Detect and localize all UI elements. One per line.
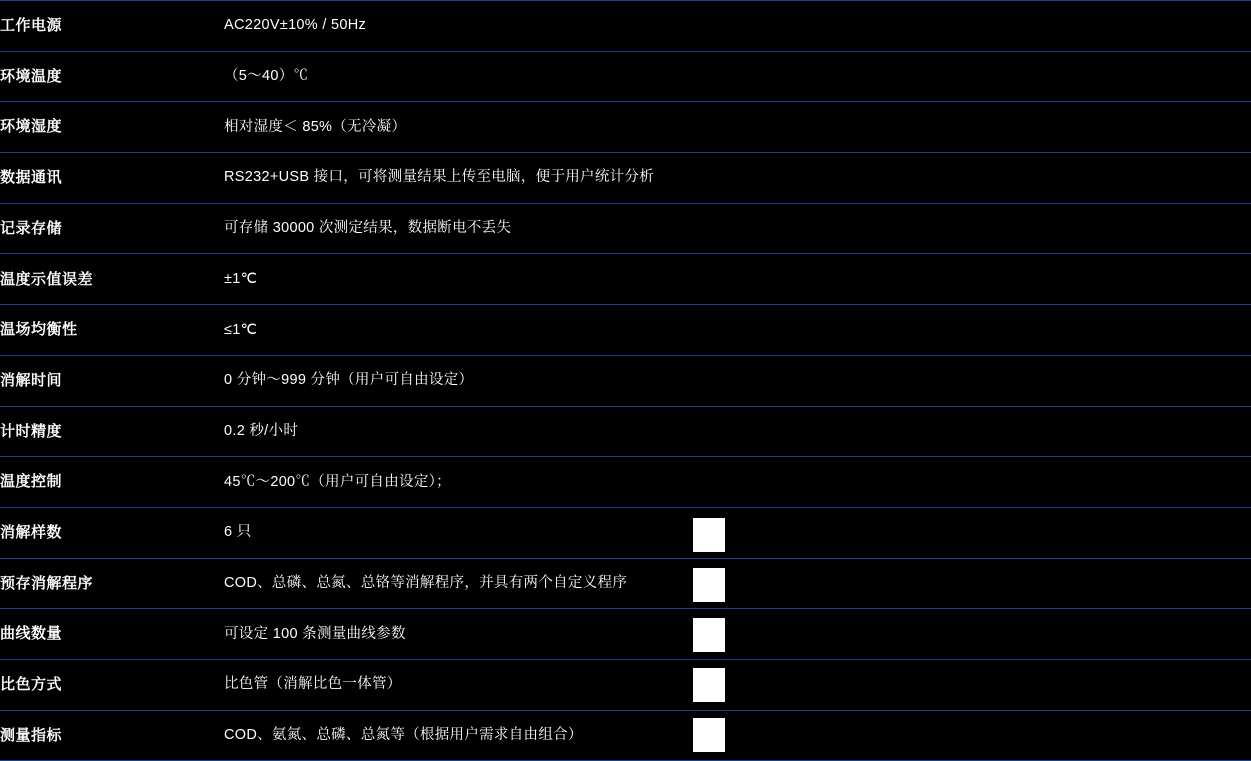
spec-value: （5〜40）℃ — [224, 51, 1251, 102]
table-row — [0, 254, 1251, 305]
table-row — [0, 355, 1251, 406]
table-row — [0, 457, 1251, 508]
table-row — [0, 406, 1251, 457]
table-row — [0, 710, 1251, 761]
spec-label: 消解时间 — [0, 355, 224, 406]
spec-label: 消解样数 — [0, 507, 224, 558]
spec-label: 温度示值误差 — [0, 254, 224, 305]
spec-value: 6 只 — [224, 507, 1251, 558]
table-row — [0, 507, 1251, 558]
spec-label: 数据通讯 — [0, 153, 224, 204]
spec-label: 温场均衡性 — [0, 305, 224, 356]
table-row — [0, 558, 1251, 609]
specification-table-body — [0, 1, 1251, 761]
spec-value: 可存储 30000 次测定结果，数据断电不丢失 — [224, 203, 1251, 254]
spec-value: COD、总磷、总氮、总铬等消解程序，并具有两个自定义程序 — [224, 558, 1251, 609]
spec-label: 计时精度 — [0, 406, 224, 457]
spec-value: RS232+USB 接口，可将测量结果上传至电脑，便于用户统计分析 — [224, 153, 1251, 204]
spec-value: ±1℃ — [224, 254, 1251, 305]
spec-value: AC220V±10% / 50Hz — [224, 1, 1251, 52]
spec-value: ≤1℃ — [224, 305, 1251, 356]
table-row — [0, 609, 1251, 660]
spec-label: 环境湿度 — [0, 102, 224, 153]
table-row — [0, 659, 1251, 710]
spec-value: 可设定 100 条测量曲线参数 — [224, 609, 1251, 660]
spec-label: 工作电源 — [0, 1, 224, 52]
table-row — [0, 102, 1251, 153]
spec-value: 0 分钟〜999 分钟（用户可自由设定） — [224, 355, 1251, 406]
table-row — [0, 51, 1251, 102]
spec-value: 0.2 秒/小时 — [224, 406, 1251, 457]
spec-value: COD、氨氮、总磷、总氮等（根据用户需求自由组合） — [224, 710, 1251, 761]
spec-value: 比色管（消解比色一体管） — [224, 659, 1251, 710]
table-row — [0, 1, 1251, 52]
spec-label: 预存消解程序 — [0, 558, 224, 609]
table-row — [0, 153, 1251, 204]
spec-label: 记录存储 — [0, 203, 224, 254]
spec-label: 测量指标 — [0, 710, 224, 761]
spec-label: 温度控制 — [0, 457, 224, 508]
spec-value: 45℃〜200℃（用户可自由设定）； — [224, 457, 1251, 508]
spec-label: 比色方式 — [0, 659, 224, 710]
table-row — [0, 203, 1251, 254]
table-row — [0, 305, 1251, 356]
spec-value: 相对湿度＜ 85%（无冷凝） — [224, 102, 1251, 153]
spec-label: 环境温度 — [0, 51, 224, 102]
spec-label: 曲线数量 — [0, 609, 224, 660]
